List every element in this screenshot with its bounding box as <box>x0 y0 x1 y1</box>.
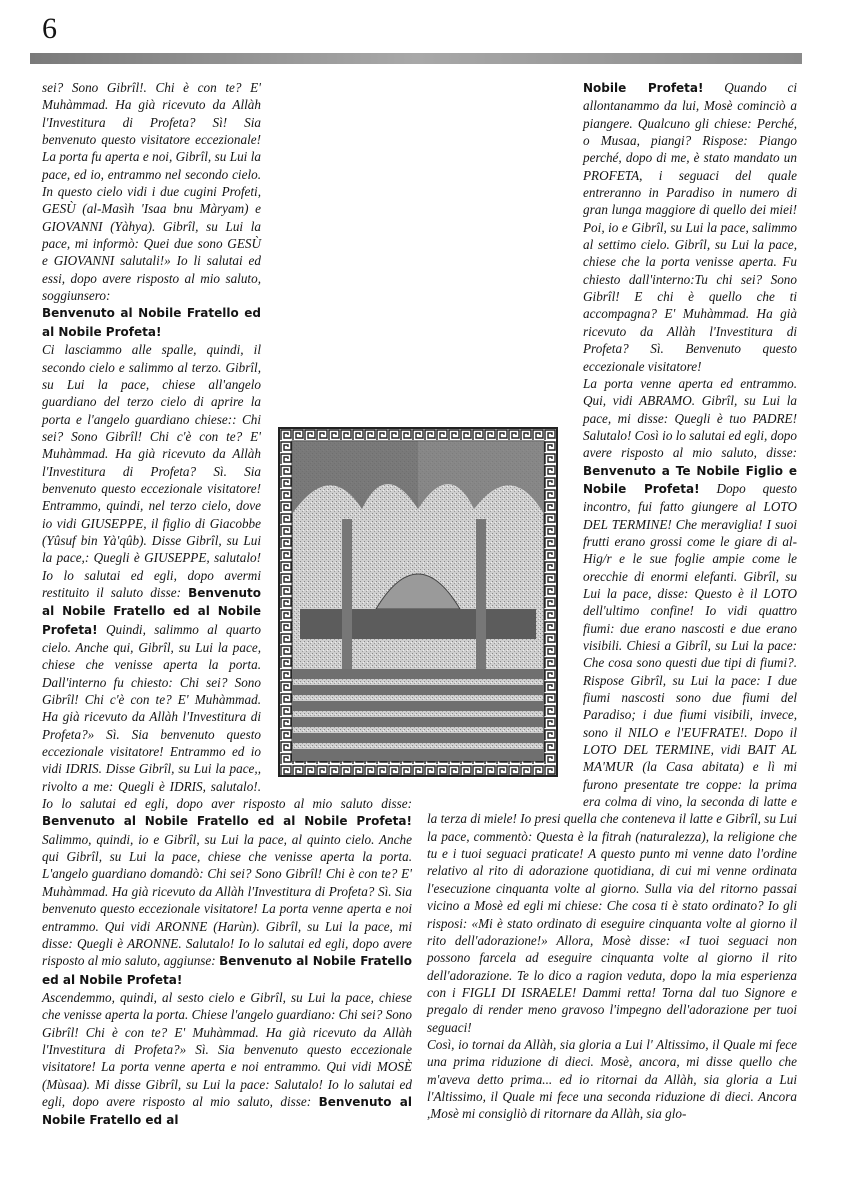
page-number: 6 <box>42 12 57 45</box>
mosque-illustration <box>278 427 558 777</box>
header-rule <box>30 53 802 64</box>
right-paragraph-1: Nobile Profeta! Quando ci allontanammo da lui, Mosè cominciò a piangere. Qualcuno gli chiese: Perché, o Musaa, piangi? Rispose: Piango perché, dopo di me, è stato mandato un PROFETA, i seguaci del quale entreranno in Paradiso in numero di gran lunga maggiore di quello dei miei! Poi, io e Gibrîl, su Lui la pace, salimmo al settimo cielo. Gibrîl, su Lui la pace, chiese che la porta venisse aperta. Fu chiesto dall'interno:Tu chi sei? Sono Gibrîl! E chi è quello che ti accompagna? E' Muhàmmad. Ha già ricevuto da Allàh l'Investitura di Profeta? Sì. Benvenuto questo eccezionale visitatore! <box>583 80 798 374</box>
left-paragraph-2: Ci lasciammo alle spalle, quindi, il secondo cielo e salimmo al terzo. Gibrîl, su Lui la pace, chiese all'angelo guardiano del terzo cielo di aprire la porta e l'angelo guardiano chiese:: Chi sei? Sono Gibrîl! Chi c'è con te? E' Muhàmmad. Ha già ricevuto da Allàh l'Investitura di Profeta? Sì. Sia benvenuto questo eccezionale visitatore! Entrammo, quindi, nel terzo cielo, dove io vidi GIUSEPPE, il figlio di Giacobbe (Yûsuf bin Yà'qûb). Disse Gibrîl, su Lui la pace,: Quegli è GIUSEPPE, salutalo! Io lo salutai ed egli, dopo avermi restituito il saluto disse: Benvenuto al Nobile Fratello ed al Nobile Profeta! Quindi, salimmo al quarto cielo. Anche qui, Gibrîl, su Lui la pace, chiese che venisse aperta la porta. Dall'interno fu chiesto: Chi sei? Sono Gibrîl! Chi c'è con te? E' Muhàmmad. Ha già ricevuto da Allàh l'Investitura di Profeta?» Sì. Sia benvenuto questo eccezionale visitatore! Entrammo ed io vidi IDRIS. Disse Gibrîl, su Lui la pace,, rivolto a me: Quegli è IDRIS, salutalo!. Io lo salutai ed egli, dopo aver risposto al mio saluto disse: Benvenuto al Nobile Fratello ed al Nobile Profeta! Salimmo, quindi, io e Gibrîl, su Lui la pace, al quinto cielo. Anche qui Gibrîl, su Lui la pace, chiese che venisse aperta la porta. L'angelo guardiano domandò: Chi sei? Sono Gibrîl! Chi è con te? E' Muhàmmad. Ha già ricevuto da Allàh l'Investitura di Profeta? Sì. Sia benvenuto questo eccezionale visitatore! La porta venne aperta e noi entrammo. Qui vidi ARONNE (Harùn). Gibrîl, su Lui la pace, mi disse: Quegli è ARONNE. Salutalo! Io lo salutai ed egli, dopo avere risposto al mio saluto, aggiunse: Benvenuto al Nobile Fratello ed al Nobile Profeta! <box>42 342 413 987</box>
left-heading-1: Benvenuto al Nobile Fratello ed al Nobile Profeta! <box>42 306 261 339</box>
left-paragraph-1: sei? Sono Gibrîl!. Chi è con te? E' Muhàmmad. Ha già ricevuto da Allàh l'Investitura di Profeta? Sì! Sia benvenuto questo visitatore eccezionale! La porta fu aperta e noi, Gibrîl, su Lui la pace, ed io, entrammo nel secondo cielo. In questo cielo vidi i due cugini Profeti, GESÙ (al-Masìh 'Isaa bnu Màryam) e GIOVANNI (Yàhya). Gibrîl, su Lui la pace, mi informò: Quei due sono GESÙ e GIOVANNI salutali!» Io li salutai ed essi, dopo avere risposto al mio saluto, soggiunsero: <box>42 80 261 304</box>
mosque-image <box>280 429 556 775</box>
right-paragraph-2: La porta venne aperta ed entrammo. Qui, vidi ABRAMO. Gibrîl, su Lui la pace, mi disse: Quegli è tuo PADRE! Salutalo! Così io lo salutai ed egli, dopo avere risposto al mio saluto, disse: Benvenuto a Te Nobile Figlio e Nobile Profeta! Dopo questo incontro, fui fatto giungere al LOTO DEL TERMINE! Che meraviglia! I suoi frutti erano grossi come le giare di al-Hig/r e le sue foglie ampie come le orecchie di enormi elefanti. Gibrîl, su Lui la pace, disse: Questo è il LOTO dell'ultimo confine! Io vidi quattro fiumi: due erano nascosti e due erano visibili. Chiesi a Gibrîl, su Lui la pace: Che cosa sono questi due tipi di fiumi?. Rispose Gibrîl, su Lui la pace: I due fiumi nascosti sono due fiumi del Paradiso; i due fiumi visibili, invece, sono il NILO e l'EUFRATE!. Dopo il LOTO DEL TERMINE, vidi BAIT AL MA'MUR (la Casa abitata) e lì mi furono presentate tre coppe: la prima era colma di vino, la seconda di latte e la terza di miele! Io presi quella che conteneva il latte e Gibrîl, su Lui la pace, commentò: Questa è la fitrah (naturalezza), la religione che tu e i tuoi seguaci praticate! A questo punto mi venne dato l'ordine relativo al rito di adorazione quotidiana, di cui mi venne ordinata l'esecuzione cinquanta volte al giorno. Sulla via del ritorno passai vicino a Mosè ed egli mi chiese: Che cosa ti è stato ordinato? Io gli risposi: «Mi è stato ordinato di eseguire cinquanta volte al giorno il rito dell'adorazione!» Allora, Mosè disse: «I tuoi seguaci non possono farcela ad eseguire cinquanta volte al giorno il rito dell'adorazione. Te lo dico a ragion veduta, dopo la mia esperienza con i FIGLI DI ISRAELE! Dammi retta! Torna dal tuo Signore e pregalo di render meno gravoso l'impegno dell'adorazione per tuoi seguaci! <box>427 375 798 1035</box>
right-paragraph-3: Così, io tornai da Allàh, sia gloria a Lui l' Altissimo, il Quale mi fece una prima riduzione di dieci. Mosè, ancora, mi disse quello che m'aveva detto prima... ed io ritornai da Allàh, sia gloria a Lui l'Altissimo, il Quale mi fece una seconda riduzione di dieci. Ancora ,Mosè mi consigliò di ritornare da Allàh, sia glo- <box>427 1036 797 1122</box>
left-paragraph-3: Ascendemmo, quindi, al sesto cielo e Gibrîl, su Lui la pace, chiese che venisse aperta la porta. Chiese l'angelo guardiano: Chi sei? Sono Gibrîl! Chi è con te? E' Muhàmmad. Ha già ricevuto da Allàh l'Investitura di Profeta?» Sì. Sia benvenuto questo eccezionale visitatore! La porta venne aperta e noi entrammo. Qui vidi MOSÈ (Mùsaa). Mi disse Gibrîl, su Lui la pace: Salutalo! Io lo salutai ed egli, dopo avere risposto al mio saluto, disse: Benvenuto al Nobile Fratello ed al <box>42 989 413 1128</box>
